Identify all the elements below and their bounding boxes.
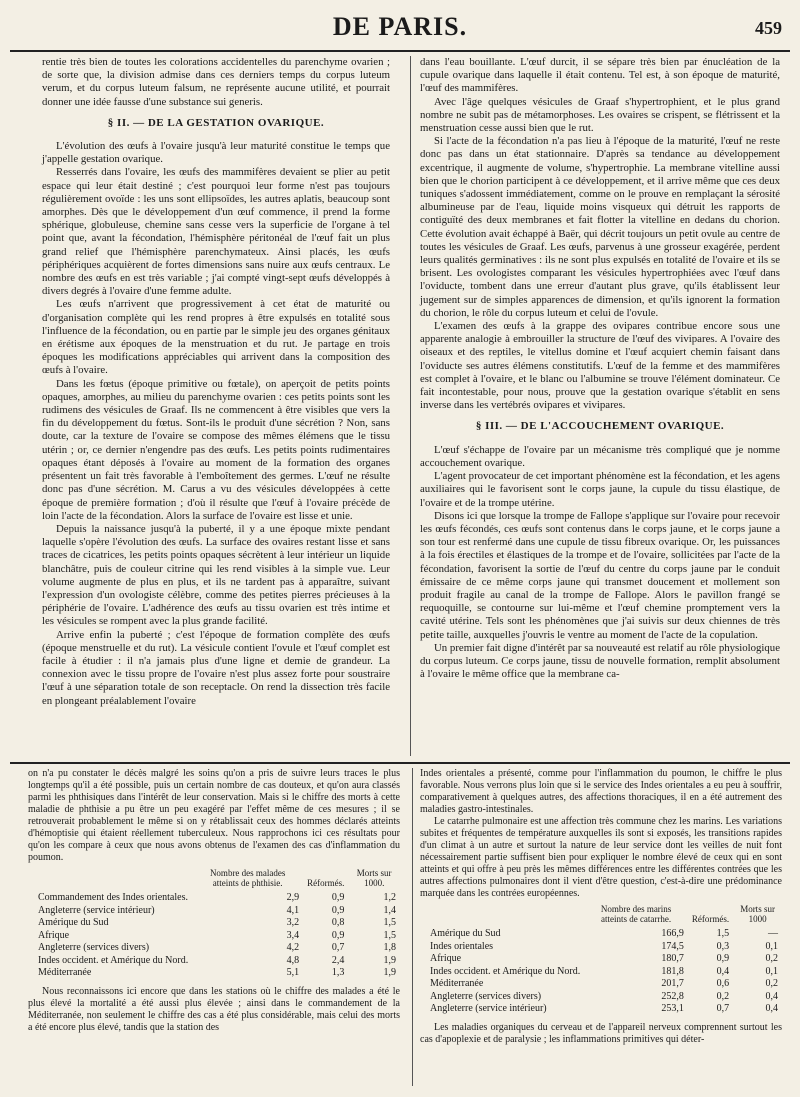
table-cell: 1,8	[383, 942, 396, 953]
table-cell: 1,2	[383, 892, 396, 903]
table-header: Nombre des marins atteints de catarrhe.	[600, 904, 672, 924]
table-cell: 0,1	[765, 965, 778, 977]
table-cell: 1,5	[716, 928, 730, 939]
table-row	[426, 978, 782, 991]
table-cell: Indes occident. et Amérique du Nord.	[38, 954, 189, 966]
table-cell: 1,3	[331, 967, 345, 978]
paragraph: Si l'acte de la fécondation n'a pas lieu à l'époque de la maturité, l'œuf ne reste donc pas dans un état stationnaire. D'après sa tendance au développement excentrique, il augmente de volume, s'hypertrophie. La membrane vitelline aussi bien que le chorion participent à ce développement, et il arrive même que ces deux tuniques s'adossent immédiatement, comme on le prouve en remplaçant la sérosité albumineuse par de l'eau, liquide moins visqueux qui détruit les rapports de contiguïté des deux membranes et fait flotter la vitelline en dedans du chorion. Cette évolution avait échappé à Baër, qui décrit toujours un petit ovule au centre de toutes les vésicules de Graaf. Les œufs, parvenus à une grosseur exagérée, perdent leurs qualités germinatives : ils ne sont plus expulsés en totalité de l'ovaire et ils se brisent. Les ovologistes comparant les vésicules hypertrophiées avec l'œuf dans l'oviducte, tombent dans une erreur d'autant plus grave, qu'ils établissent leur jugement sur de simples apparences de dimension, et qu'ils ignorent la formation du chorion, le rôle du corpus luteum et celui de l'ovule.	[420, 135, 780, 319]
paragraph: Avec l'âge quelques vésicules de Graaf s'hypertrophient, et le plus grand nombre ne subit pas de métamorphoses. Les ovaires se crispent, se flétrissent et la menstruation cesse aussi bien que le rut.	[420, 95, 780, 135]
table-cell: Afrique	[430, 953, 462, 964]
paragraph: L'examen des œufs à la grappe des ovipares contribue encore sous une apparente analogie à embrouiller la structure de l'œuf des vivipares. A l'ovaire des oiseaux et des reptiles, le vitellus domine et l'œuf acquiert chemin faisant dans l'oviducte ses autres élémens constitutifs. L'œuf de la femme et des mammifères est complet à l'ovaire, et le blanc ou l'albumine se trouve l'élément dominateur. Ce fait incontestable, pour nous, prouve que la gestation ovarique s'établit en sens inverse dans les vertébrés ovipares et vivipares.	[420, 320, 780, 412]
table-cell: 0,4	[765, 1003, 778, 1014]
paragraph: Les maladies organiques du cerveau et de l'appareil nerveux comprennent surtout les cas d'apoplexie et de paralysie ; les inflammations primitives qui déter-	[420, 1021, 782, 1045]
table-cell: 0,9	[331, 929, 345, 941]
table-row	[426, 941, 782, 954]
table-cell: 3,2	[286, 917, 300, 928]
table-row	[34, 942, 400, 955]
table-cell: 5,1	[286, 967, 300, 978]
table-header-row	[426, 904, 782, 928]
paragraph: Un premier fait digne d'intérêt par sa nouveauté est relatif au rôle physiologique du corpus luteum. Ce corps jaune, tissu de nouvelle formation, remplit absolument à l'ovaire le même office que la membrane ca-	[420, 641, 780, 681]
table-cell: Amérique du Sud	[430, 928, 501, 939]
top-right-column	[420, 56, 780, 681]
table-row	[426, 1003, 782, 1016]
column-divider	[410, 56, 411, 756]
table-cell: 1,4	[383, 904, 396, 916]
table-cell: 0,7	[331, 942, 345, 953]
page-header	[0, 8, 800, 48]
table-header: Réformés.	[307, 878, 345, 888]
table-cell: —	[768, 928, 778, 939]
table-row	[426, 928, 782, 941]
table-header: Nombre des malades atteints de phthisie.	[209, 868, 286, 888]
table-cell: 2,9	[286, 892, 300, 903]
table-cell: 180,7	[661, 953, 684, 964]
paragraph: L'agent provocateur de cet important phénomène est la fécondation, et les agens auxiliaires qui le favorisent sont le corps jaune, la cupule du tissu élastique, de l'ovaire et de la trompe utérine.	[420, 470, 780, 509]
table-cell: 0,4	[716, 965, 730, 977]
table-row	[34, 955, 400, 968]
table-row	[426, 953, 782, 966]
phthisie-table	[34, 868, 400, 980]
table-row	[426, 966, 782, 979]
column-divider	[412, 768, 413, 1086]
paragraph: Depuis la naissance jusqu'à la puberté, il y a une époque mixte pendant laquelle s'opère l'évolution des œufs. La surface des ovaires restant lisse et sans traces de cicatrices, les petits points opaques sécrètent à leur intérieur un liquide blanchâtre, puis de couleur citrine qui les rend visibles à la simple vue. Leur volume augmente de plus en plus, et ils ne tardent pas à apparaître, suivant l'expression d'un ovologiste célèbre, comme des petites pierres précieuses à la périphérie de l'ovaire. L'adhérence des œufs au tissu ovarien est très intime et les vésicules se rompent avec la plus grande facilité.	[42, 522, 390, 628]
paragraph: Dans les fœtus (époque primitive ou fœtale), on aperçoit de petits points opaques, amorphes, au milieu du parenchyme ovarien : ces petits points sont les rudimens des vésicules de Graaf. Ils ne commencent à être visibles que vers la fin du développement du fœtus. Sont-ils le produit d'une sécrétion ? Non, sans doute, car la texture de l'ovaire se compose des mêmes élémens que le tissu utérin ; or, ce dernier n'engendre pas des œufs. Les petits points rudimentaires opaques étant déposés à l'ovaire au moment de la formation des organes présentent un fait très favorable à l'emboîtement des germes. L'œuf ne résulte donc pas d'une sécrétion. M. Carus a vu des vésicules développées à cette époque de première formation ; d'où il résulte que l'œuf à l'ovaire précède de loin l'acte de la fécondation. Alors la surface de l'ovaire est lisse et unie.	[42, 377, 390, 522]
table-cell: Commandement des Indes orientales.	[38, 892, 188, 903]
table-cell: 0,9	[331, 892, 345, 903]
table-cell: 1,9	[383, 967, 396, 978]
table-cell: 1,5	[383, 929, 396, 941]
table-cell: 0,3	[716, 940, 730, 952]
table-cell: 174,5	[661, 940, 684, 952]
top-left-column	[42, 56, 390, 708]
table-cell: 0,8	[331, 917, 345, 928]
table-cell: Méditerranée	[38, 967, 92, 978]
table-cell: 0,9	[331, 904, 345, 916]
section-heading: § III. — DE L'ACCOUCHEMENT OVARIQUE.	[475, 420, 725, 433]
paragraph: Arrive enfin la puberté ; c'est l'époque de formation complète des œufs (époque menstruelle et du rut). La vésicule contient l'ovule et l'œuf complet est facile à étudier : il n'a jamais plus d'une ligne et demie de grandeur. La connexion avec le tissu propre de l'ovaire n'est plus assez forte pour soustraire l'œuf à une séparation totale de son receptacle. On rend la dissection très facile en plongeant préalablement l'ovaire	[42, 628, 390, 707]
paragraph: rentie très bien de toutes les colorations accidentelles du parenchyme ovarien ; de sorte que, la division admise dans ces derniers temps du corpus luteum verum, et du corpus luteum falsum, ne représente aucune utilité, et pourrait donner une idée fausse d'une substance sui generis.	[42, 56, 390, 108]
table-cell: 0,2	[716, 990, 730, 1002]
bottom-right-column	[420, 768, 782, 1046]
table-row	[34, 905, 400, 918]
table-cell: 4,2	[286, 942, 300, 953]
table-cell: Indes orientales	[430, 940, 494, 952]
table-cell: 0,4	[765, 990, 778, 1002]
section-rule	[10, 762, 790, 764]
table-cell: 4,1	[286, 904, 300, 916]
table-cell: 2,4	[331, 954, 345, 966]
table-row	[34, 917, 400, 930]
paragraph: Nous reconnaissons ici encore que dans les stations où le chiffre des malades a été le plus élevé la mortalité a été aussi plus élevée ; ainsi dans le commandement de la Méditerranée, non seulement le chiffre des cas a été plus considérable, mais celui des morts a été encore plus élevé, tandis que la station des	[28, 985, 400, 1033]
paragraph: Les œufs n'arrivent que progressivement à cet état de maturité ou d'organisation complète qui les rend propres à être expulsés en totalité sous l'influence de la fécondation, ou en partie par le simple jeu des organes génitaux en érétisme aux époques de la menstruation et du rut. Je partage en trois époques les modifications appréciables qui arrivent dans la composition des œufs à l'ovaire.	[42, 298, 390, 377]
table-row	[34, 892, 400, 905]
paragraph: L'évolution des œufs à l'ovaire jusqu'à leur maturité constitue le temps que j'appelle gestation ovarique.	[42, 140, 390, 166]
table-row	[426, 991, 782, 1004]
table-header: Morts sur 1000	[740, 904, 775, 924]
table-cell: 201,7	[661, 978, 684, 989]
table-cell: Angleterre (services divers)	[430, 990, 542, 1002]
paragraph: dans l'eau bouillante. L'œuf durcit, il se sépare très bien par énucléation de la cupule ovarique dans laquelle il était contenu. Tel est, à son époque de maturité, l'œuf des mammifères.	[420, 56, 780, 95]
catarrhe-table	[426, 904, 782, 1016]
table-header: Réformés.	[691, 914, 730, 924]
table-cell: Afrique	[38, 929, 70, 941]
table-header	[34, 868, 192, 892]
table-cell: 3,4	[286, 929, 300, 941]
bottom-left-column	[28, 768, 400, 1034]
table-cell: 0,2	[765, 953, 778, 964]
paragraph: L'œuf s'échappe de l'ovaire par un mécanisme très compliqué que je nomme accouchement ovarique.	[420, 443, 780, 469]
table-header: Morts sur 1000.	[356, 868, 392, 888]
paragraph: Disons ici que lorsque la trompe de Fallope s'applique sur l'ovaire pour recevoir les œufs fécondés, ces œufs sont contenus dans le corps jaune, et le corps jaune a son tour est renfermé dans une cupule de tissu fibreux ovarique. Or, les puissances à la fois érectiles et élastiques de la trompe et de l'ovaire, sollicitées par l'acte de la fécondation, favorisent la sortie de l'œuf du centre du corps jaune par le conduit émissaire de ce même corps jaune qui transmet doucement et mollement son produit fragile au canal de la trompe de Fallope. Alors le pavillon frangé se requoquille, se contourne sur lui-même et l'œuf chemine promptement vers la cavité utérine. Tels sont les phénomènes que j'ai suivis sur deux chiennes de très petite taille, auxquelles j'ouvris le ventre au moment de l'acte de la copulation.	[420, 509, 780, 641]
table-header	[426, 904, 584, 928]
table-cell: Amérique du Sud	[38, 917, 109, 928]
table-cell: 1,9	[383, 954, 396, 966]
paragraph: on n'a pu constater le décès malgré les soins qu'on a pris de suivre leurs traces le plus longtemps qu'il a été possible, puis un certain nombre de cas douteux, et qu'on aura classés parmi les phthisiques dans l'intérêt de leur conservation. Mais si le chiffre des morts à cette maladie de phthisie a pu être un peu exagéré par l'effet même de ces mesures ; il se retrouverait probablement le même si on y rétablissait ceux des hommes déclarés atteints d'hémoptisie qui étaient réellement tuberculeux. Nous rapprochons ici ces résultats pour qu'on les compare à ceux que nous avons obtenus de l'examen des cas d'inflammation du poumon.	[28, 768, 400, 863]
table-cell: 1,5	[383, 917, 396, 928]
paragraph: Indes orientales a présenté, comme pour l'inflammation du poumon, le chiffre le plus favorable. Nous verrons plus loin que si le service des Indes orientales a eu peu à souffrir, comparativement à quelques autres, des affections thoraciques, il en a été autrement des maladies gastro-intestinales.	[420, 768, 782, 815]
paragraph: Resserrés dans l'ovaire, les œufs des mammifères devaient se plier au petit espace qui leur était destiné ; c'est pourquoi leur forme n'est pas toujours régulièrement ovoïde : les uns sont ellipsoïdes, les autres aplatis, beaucoup sont amorphes. Dès que le développement d'un œuf commence, il prend la forme sphérique, globuleuse, chemine sans cesse vers la superficie de l'organe à tel point que, avant la fécondation, l'hémisphère péritonéal de l'œuf fait un plus grand relief que l'hémisphère parenchymateux. Ainsi placés, les œufs périphériques acquièrent de fortes dimensions sans nuire aux œufs centraux. Le nombre des œufs en est très variable ; j'ai compté vingt-sept œufs développés à divers degrés à l'ovaire d'une femme adulte.	[42, 166, 390, 298]
table-row	[34, 930, 400, 943]
table-cell: 4,8	[286, 954, 300, 966]
table-cell: 0,6	[716, 978, 730, 989]
page-title: DE PARIS.	[332, 12, 468, 41]
table-cell: Angleterre (service intérieur)	[430, 1003, 547, 1014]
table-cell: Méditerranée	[430, 978, 484, 989]
table-cell: 0,1	[765, 940, 778, 952]
header-rule	[10, 50, 790, 52]
table-cell: 252,8	[661, 990, 684, 1002]
table-cell: 0,7	[716, 1003, 730, 1014]
table-cell: 253,1	[661, 1003, 684, 1014]
table-cell: Angleterre (service intérieur)	[38, 904, 155, 916]
table-cell: 0,2	[765, 978, 778, 989]
table-cell: 166,9	[661, 928, 684, 939]
table-cell: 0,9	[716, 953, 730, 964]
page-number: 459	[755, 18, 782, 38]
table-cell: Indes occident. et Amérique du Nord.	[430, 965, 581, 977]
paragraph: Le catarrhe pulmonaire est une affection très commune chez les marins. Les variations subites et fréquentes de température auxquelles ils sont si exposés, les transitions rapides d'un climat à un autre et surtout la nature de leur service dont les veilles de nuit font nécessairement partie suffisent bien pour expliquer le nombre élevé de ceux qui en sont atteints et qui offre à peu près les mêmes différences entre les différentes contrées que les autres affections pulmonaires dont il vient d'être question, c'est-à-dire une prédominance marquée dans les contrées européennes.	[420, 816, 782, 899]
section-heading: § II. — DE LA GESTATION OVARIQUE.	[107, 116, 325, 129]
table-header-row	[34, 868, 400, 892]
table-cell: 181,8	[661, 965, 684, 977]
table-row	[34, 967, 400, 980]
table-cell: Angleterre (services divers)	[38, 942, 150, 953]
